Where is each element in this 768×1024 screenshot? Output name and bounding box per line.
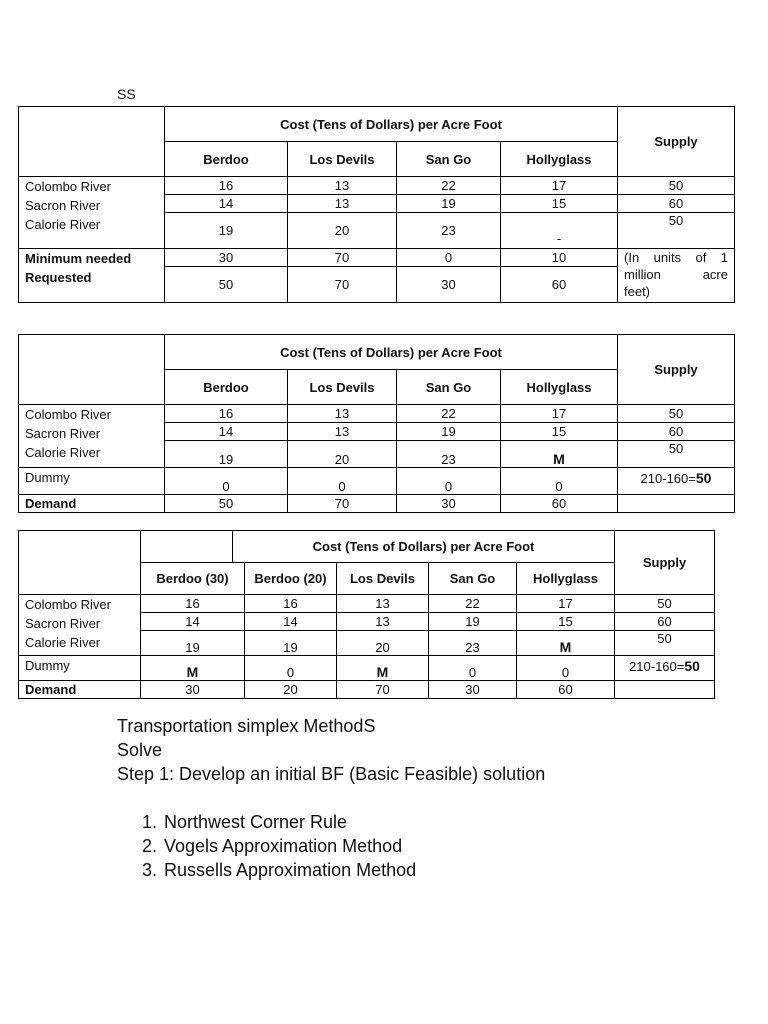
cost-cell: 19: [141, 631, 245, 656]
method-title: Transportation simplex MethodS: [117, 716, 376, 736]
empty-cell: [615, 681, 715, 699]
solve-line: Solve: [117, 740, 163, 760]
dummy-supply-cell: [615, 656, 715, 681]
dummy-cell: 0: [245, 656, 337, 681]
requirement-labels: [19, 249, 165, 303]
cost-cell: 16: [141, 595, 245, 613]
dummy-cell: 0: [165, 468, 288, 495]
cost-cell: 17: [517, 595, 615, 613]
list-item: 3. Russells Approximation Method: [162, 858, 416, 882]
column-header: Los Devils: [288, 370, 397, 405]
column-header: Berdoo: [165, 370, 288, 405]
dummy-supply-value: 50: [695, 470, 712, 486]
supply-cell: 60: [618, 423, 735, 441]
cost-cell: 13: [288, 177, 397, 195]
source-labels: [19, 177, 165, 249]
source-label: Calorie River: [25, 217, 101, 232]
column-header: Berdoo (30): [141, 563, 245, 595]
cost-cell: 17: [501, 405, 618, 423]
step-line: Step 1: Develop an initial BF (Basic Feasible) solution: [117, 764, 546, 784]
cost-header: Cost (Tens of Dollars) per Acre Foot: [165, 107, 618, 142]
requested-cell: 50: [165, 267, 288, 303]
cost-cell: 20: [288, 441, 397, 468]
requested-cell: 30: [397, 267, 501, 303]
supply-cell: 50: [618, 441, 735, 468]
cost-cell: 19: [397, 195, 501, 213]
dummy-cell: 0: [288, 468, 397, 495]
min-cell: 10: [501, 249, 618, 267]
demand-cell: 70: [288, 495, 397, 513]
cost-cell: 17: [501, 177, 618, 195]
units-note-line: (In units of 1: [624, 250, 728, 265]
dummy-cell: M: [141, 656, 245, 681]
cost-table-2: [18, 334, 735, 513]
cost-cell: 16: [165, 405, 288, 423]
cost-cell: 15: [501, 195, 618, 213]
cost-cell: 13: [337, 613, 429, 631]
dummy-cell: 0: [501, 468, 618, 495]
source-label: Sacron River: [25, 198, 101, 213]
demand-label: Demand: [19, 681, 141, 699]
dummy-cell: 0: [517, 656, 615, 681]
list-item: 2. Vogels Approximation Method: [162, 834, 416, 858]
cost-cell: 14: [245, 613, 337, 631]
cost-cell: 16: [245, 595, 337, 613]
cost-cell: 22: [397, 405, 501, 423]
cost-header: Cost (Tens of Dollars) per Acre Foot: [165, 335, 618, 370]
cost-cell: 16: [165, 177, 288, 195]
demand-cell: 60: [517, 681, 615, 699]
supply-cell: 60: [615, 613, 715, 631]
dummy-supply-value: 50: [684, 658, 700, 674]
cost-header: Cost (Tens of Dollars) per Acre Foot: [233, 531, 615, 563]
requested-label: Requested: [25, 270, 92, 285]
cost-cell: 13: [288, 195, 397, 213]
column-header: San Go: [397, 370, 501, 405]
cost-cell: 20: [337, 631, 429, 656]
dummy-label: Dummy: [19, 656, 141, 681]
source-labels: [19, 405, 165, 468]
cost-cell: 13: [288, 405, 397, 423]
cost-cell: 23: [397, 441, 501, 468]
cost-cell: M: [501, 441, 618, 468]
corner-cell: [19, 531, 141, 595]
demand-cell: 30: [397, 495, 501, 513]
supply-cell: 50: [615, 631, 715, 656]
min-cell: 0: [397, 249, 501, 267]
dummy-label: Dummy: [19, 468, 165, 495]
empty-cell: [618, 495, 735, 513]
supply-cell: 60: [618, 195, 735, 213]
methods-list: [117, 810, 416, 882]
dummy-supply-cell: [618, 468, 735, 495]
units-note-line: feet): [624, 284, 651, 299]
cost-cell: -: [501, 213, 618, 249]
dummy-supply-formula: 210-160=: [640, 471, 696, 486]
dummy-supply-formula: 210-160=: [629, 659, 685, 674]
requested-cell: 70: [288, 267, 397, 303]
source-label: Colombo River: [25, 597, 111, 612]
cost-cell: 19: [429, 613, 517, 631]
header-spacer-cell: [141, 531, 233, 563]
demand-cell: 60: [501, 495, 618, 513]
min-cell: 70: [288, 249, 397, 267]
column-header: Hollyglass: [501, 142, 618, 177]
column-header: San Go: [429, 563, 517, 595]
source-label: Colombo River: [25, 407, 111, 422]
cost-cell: 23: [429, 631, 517, 656]
cost-cell: 19: [165, 213, 288, 249]
source-label: Calorie River: [25, 635, 101, 650]
source-label: Calorie River: [25, 445, 101, 460]
cost-table-1: [18, 106, 735, 303]
body-text: [117, 714, 545, 786]
supply-cell: 50: [618, 177, 735, 195]
supply-header: Supply: [618, 107, 735, 177]
list-item: 1. Northwest Corner Rule: [162, 810, 416, 834]
cost-table-3: [18, 530, 715, 699]
demand-cell: 50: [165, 495, 288, 513]
column-header: Berdoo (20): [245, 563, 337, 595]
corner-cell: [19, 335, 165, 405]
cost-cell: 23: [397, 213, 501, 249]
column-header: Hollyglass: [517, 563, 615, 595]
cost-cell: 22: [429, 595, 517, 613]
requested-cell: 60: [501, 267, 618, 303]
dummy-cell: 0: [429, 656, 517, 681]
cost-cell: 14: [141, 613, 245, 631]
cost-cell: 14: [165, 195, 288, 213]
source-label: Sacron River: [25, 616, 101, 631]
supply-cell: 50: [615, 595, 715, 613]
cost-cell: 13: [337, 595, 429, 613]
cost-cell: 19: [165, 441, 288, 468]
column-header: Hollyglass: [501, 370, 618, 405]
supply-cell: 50: [618, 405, 735, 423]
cost-cell: 13: [288, 423, 397, 441]
column-header: Berdoo: [165, 142, 288, 177]
cost-cell: M: [517, 631, 615, 656]
cost-cell: 14: [165, 423, 288, 441]
demand-cell: 20: [245, 681, 337, 699]
demand-cell: 30: [141, 681, 245, 699]
cost-cell: 15: [517, 613, 615, 631]
supply-header: Supply: [618, 335, 735, 405]
units-note-line: million acre: [624, 267, 728, 282]
source-label: Sacron River: [25, 426, 101, 441]
top-label: SS: [117, 86, 136, 102]
cost-cell: 22: [397, 177, 501, 195]
cost-cell: 15: [501, 423, 618, 441]
dummy-cell: M: [337, 656, 429, 681]
cost-cell: 20: [288, 213, 397, 249]
supply-header: Supply: [615, 531, 715, 595]
corner-cell: [19, 107, 165, 177]
min-needed-label: Minimum needed: [25, 251, 132, 266]
column-header: San Go: [397, 142, 501, 177]
units-note: [618, 249, 735, 303]
min-cell: 30: [165, 249, 288, 267]
demand-cell: 30: [429, 681, 517, 699]
cost-cell: 19: [397, 423, 501, 441]
supply-cell: 50: [618, 213, 735, 249]
cost-cell: 19: [245, 631, 337, 656]
demand-cell: 70: [337, 681, 429, 699]
source-label: Colombo River: [25, 179, 111, 194]
column-header: Los Devils: [288, 142, 397, 177]
demand-label: Demand: [19, 495, 165, 513]
source-labels: [19, 595, 141, 656]
dummy-cell: 0: [397, 468, 501, 495]
column-header: Los Devils: [337, 563, 429, 595]
